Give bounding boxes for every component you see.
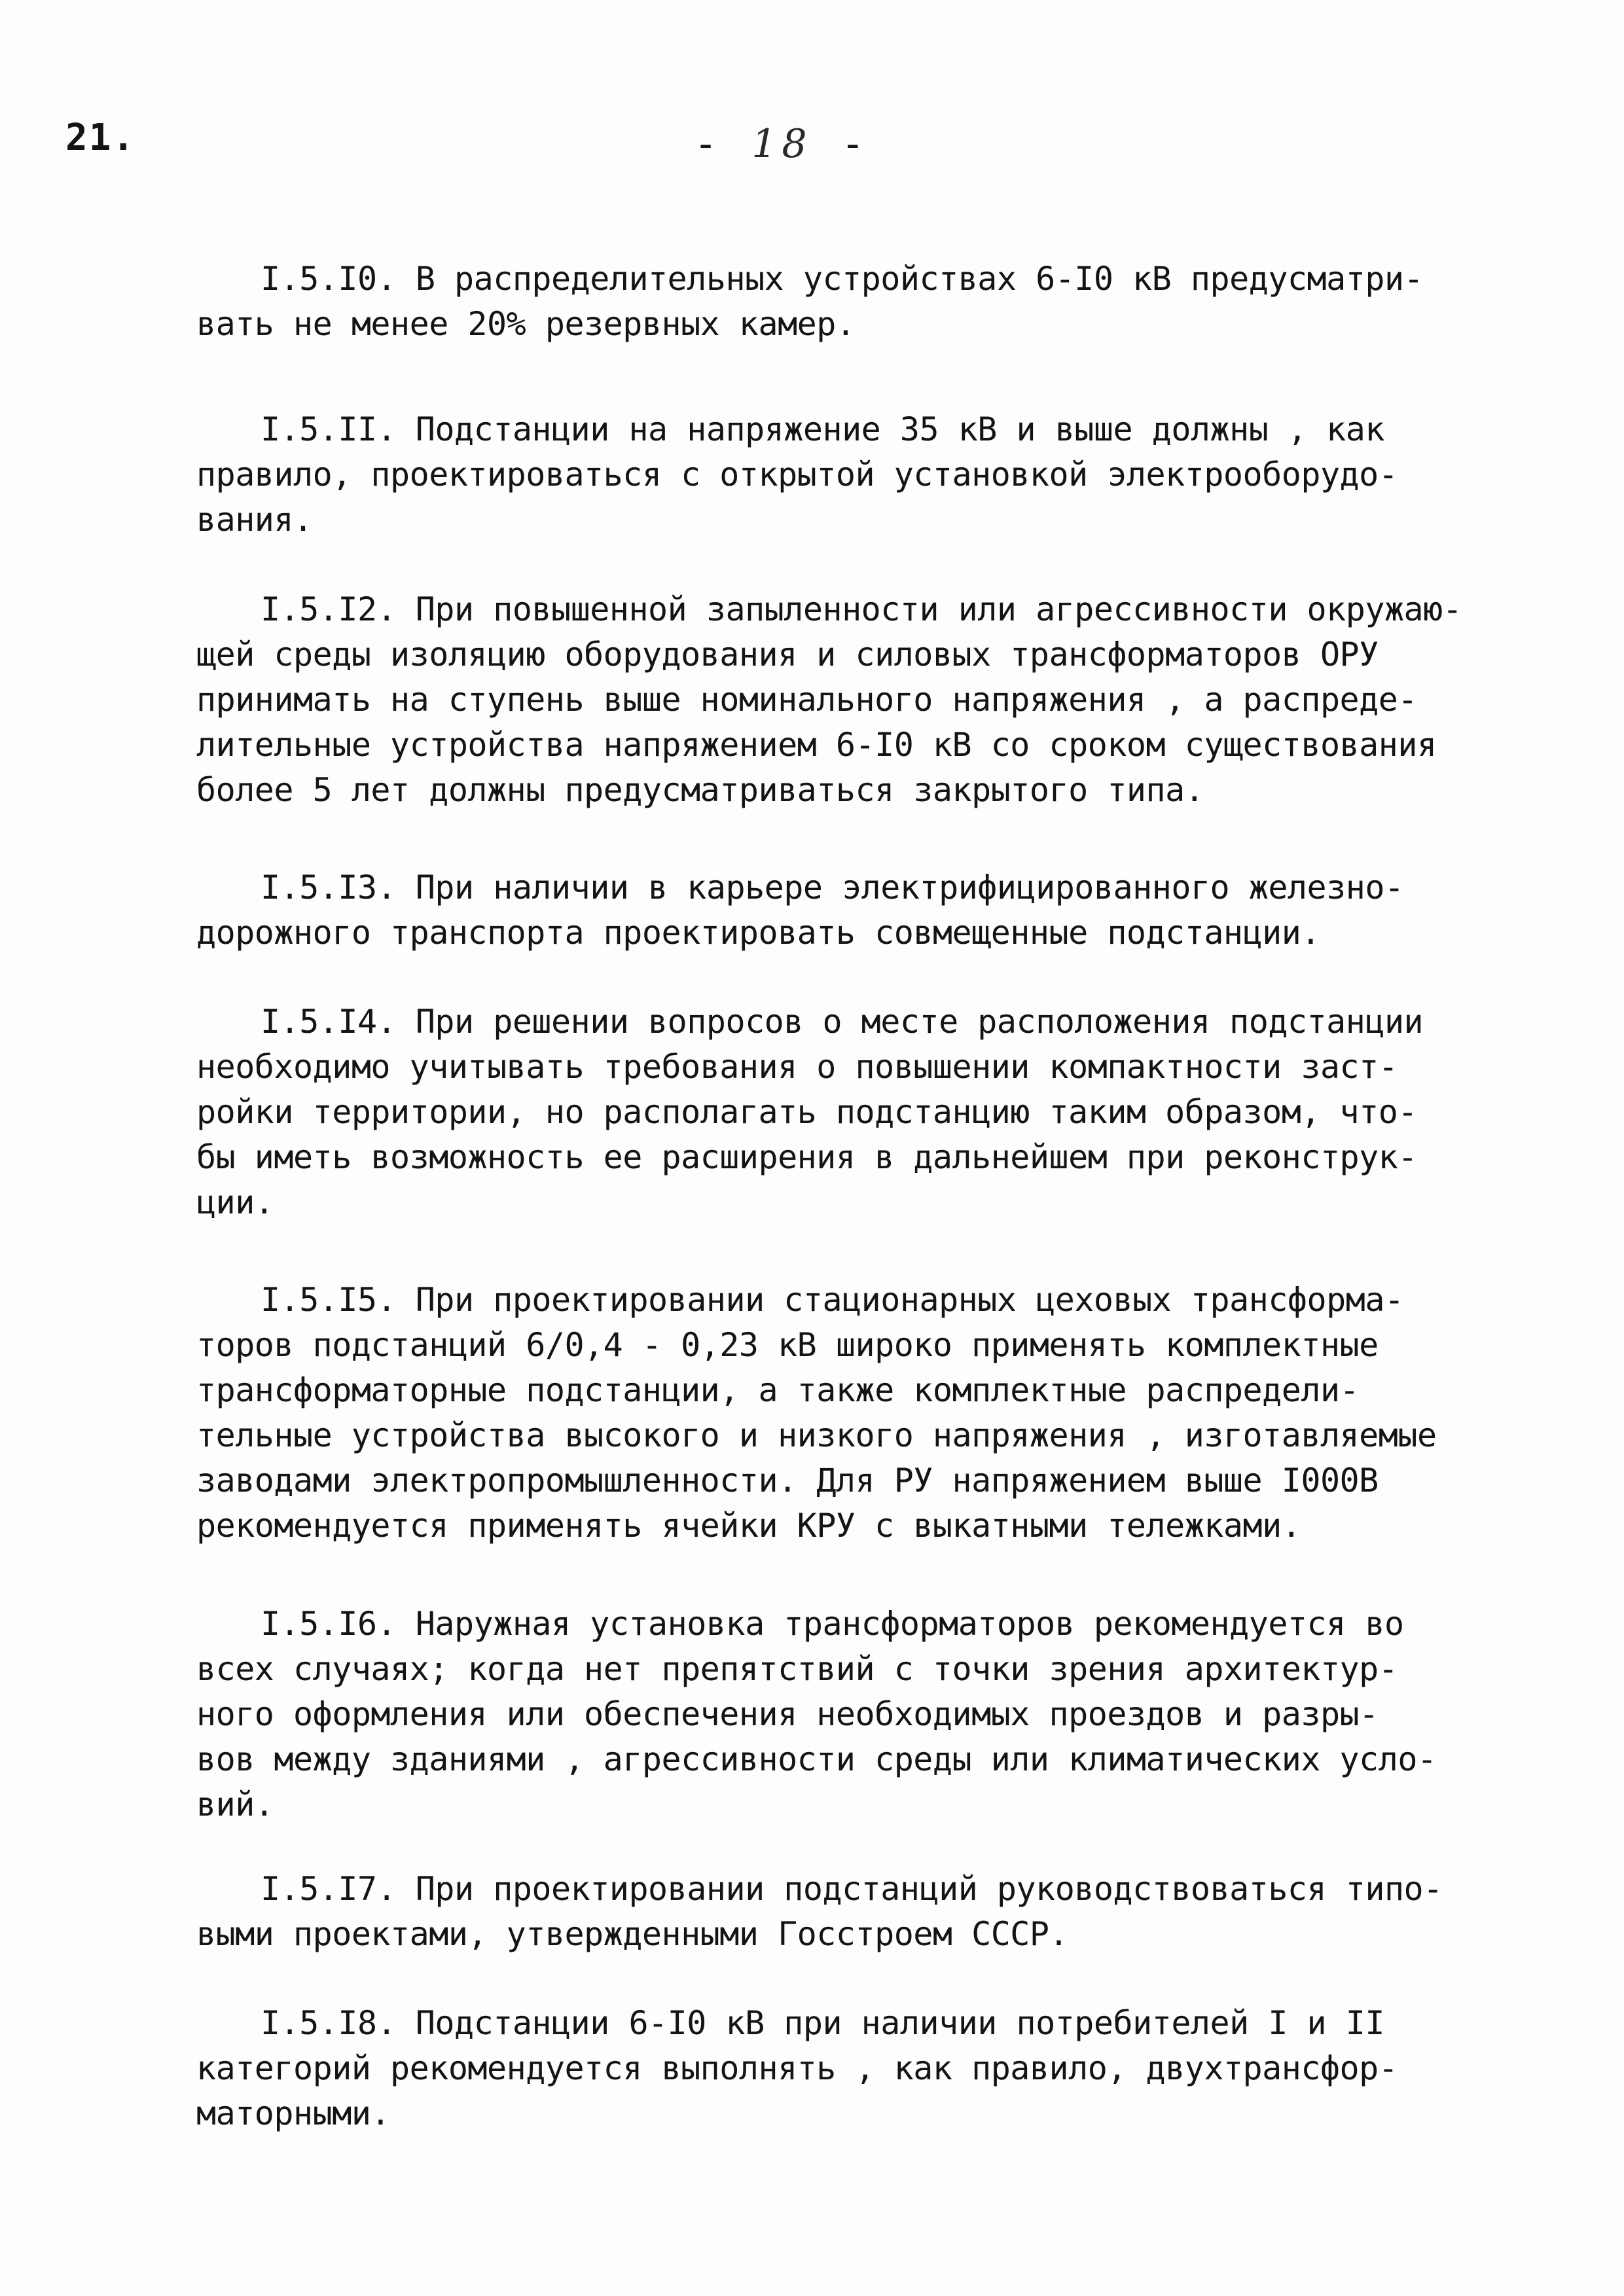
page-number-prefix: - — [694, 121, 752, 167]
text-line: I.5.I3. При наличии в карьере электрифицированного железно- — [261, 869, 1404, 906]
text-line: вания. — [196, 501, 313, 539]
text-line: вов между зданиями , агрессивности среды или климатических усло- — [196, 1740, 1437, 1778]
text-line: необходимо учитывать требования о повышении компактности заст- — [196, 1048, 1398, 1086]
clause-1-5-14 — [196, 999, 1499, 1225]
text-line: I.5.I2. При повышенной запыленности или агрессивности окружаю- — [261, 590, 1462, 628]
text-line: бы иметь возможность ее расширения в дальнейшем при реконструк- — [196, 1138, 1417, 1176]
page-number-suffix: - — [812, 121, 870, 167]
clause-1-5-13 — [196, 865, 1499, 956]
clause-1-5-18 — [196, 2001, 1499, 2136]
text-line: всех случаях; когда нет препятствий с точки зрения архитектур- — [196, 1650, 1398, 1688]
text-line: I.5.I6. Наружная установка трансформаторов рекомендуется во — [261, 1605, 1404, 1643]
sheet-number: 21. — [65, 117, 136, 159]
text-line: ции. — [196, 1183, 274, 1221]
text-line: вать не менее 20% резервных камер. — [196, 305, 856, 343]
text-line: более 5 лет должны предусматриваться закрытого типа. — [196, 771, 1204, 809]
text-line: дорожного транспорта проектировать совмещенные подстанции. — [196, 914, 1320, 952]
text-line: принимать на ступень выше номинального напряжения , а распреде- — [196, 681, 1417, 719]
page-number-handwritten: 18 — [751, 121, 812, 167]
page-number — [694, 121, 870, 167]
clause-1-5-11 — [196, 407, 1499, 543]
text-line: категорий рекомендуется выполнять , как правило, двухтрансфор- — [196, 2049, 1398, 2087]
text-line: рекомендуется применять ячейки КРУ с выкатными тележками. — [196, 1507, 1301, 1545]
text-line: выми проектами, утвержденными Госстроем СССР. — [196, 1915, 1069, 1953]
text-line: I.5.I5. При проектировании стационарных цеховых трансформа- — [261, 1281, 1404, 1319]
text-line: заводами электропромышленности. Для РУ напряжением выше I000В — [196, 1462, 1379, 1499]
text-line: торов подстанций 6/0,4 - 0,23 кВ широко применять комплектные — [196, 1326, 1379, 1364]
clause-1-5-15 — [196, 1278, 1499, 1549]
text-line: I.5.I0. В распределительных устройствах 6-I0 кВ предусматри- — [261, 260, 1424, 298]
text-line: тельные устройства высокого и низкого напряжения , изготавляемые — [196, 1416, 1437, 1454]
text-line: I.5.I7. При проектировании подстанций руководствоваться типо- — [261, 1870, 1443, 1908]
text-line: I.5.I4. При решении вопросов о месте расположения подстанции — [261, 1003, 1424, 1041]
text-line: ного оформления или обеспечения необходимых проездов и разры- — [196, 1695, 1379, 1733]
clause-1-5-17 — [196, 1867, 1499, 1957]
text-line: I.5.I8. Подстанции 6-I0 кВ при наличии потребителей I и II — [261, 2004, 1384, 2042]
clause-1-5-12 — [196, 587, 1499, 813]
clause-1-5-16 — [196, 1602, 1499, 1827]
text-line: маторными. — [196, 2094, 391, 2132]
text-line: лительные устройства напряжением 6-I0 кВ со сроком существования — [196, 726, 1437, 764]
clause-1-5-10 — [196, 257, 1499, 347]
text-line: трансформаторные подстанции, а также комплектные распредели- — [196, 1371, 1360, 1409]
text-line: вий. — [196, 1785, 274, 1823]
text-line: I.5.II. Подстанции на напряжение 35 кВ и выше должны , как — [261, 410, 1384, 448]
text-line: ройки территории, но располагать подстанцию таким образом, что- — [196, 1093, 1417, 1131]
text-line: правило, проектироваться с открытой установкой электрооборудо- — [196, 456, 1398, 493]
text-line: щей среды изоляцию оборудования и силовых трансформаторов ОРУ — [196, 636, 1379, 673]
